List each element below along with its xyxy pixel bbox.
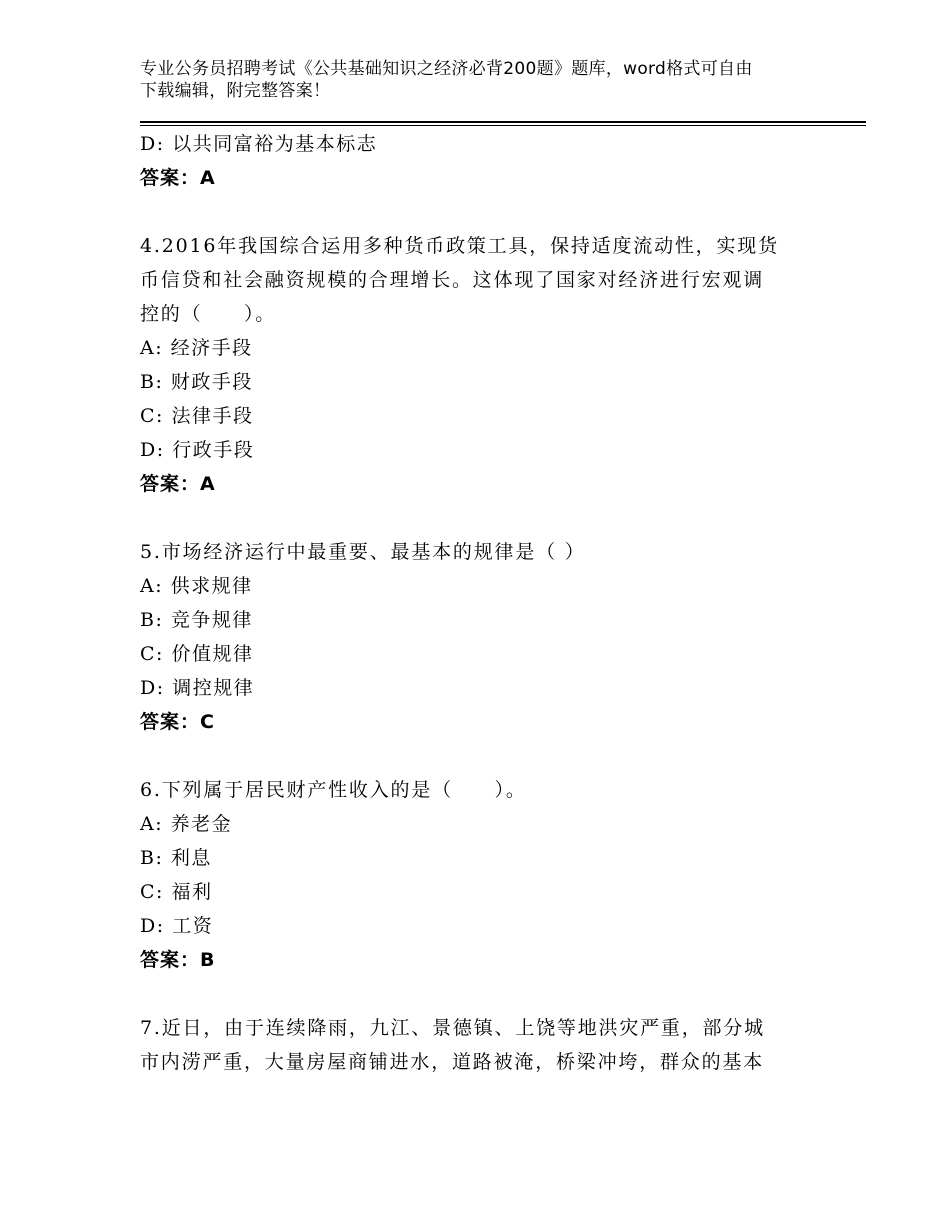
option-a xyxy=(140,569,800,603)
question-text-line: 5.市场经济运行中最重要、最基本的规律是（ ） xyxy=(140,541,586,563)
option-key: D: xyxy=(140,439,165,461)
question-text-line: 7.近日，由于连续降雨，九江、景德镇、上饶等地洪灾严重，部分城 xyxy=(140,1017,765,1039)
spacer xyxy=(140,977,800,1011)
option-text: 以共同富裕为基本标志 xyxy=(172,133,378,155)
option-d xyxy=(140,909,800,943)
question-7 xyxy=(140,1011,800,1079)
question-text-line: 6.下列属于居民财产性收入的是（ ）。 xyxy=(140,779,527,801)
question-text-line: 币信贷和社会融资规模的合理增长。这体现了国家对经济进行宏观调 xyxy=(140,269,765,291)
option-a xyxy=(140,331,800,365)
option-key: C: xyxy=(140,881,164,903)
option-text: 工资 xyxy=(172,915,214,937)
header-line-1: 专业公务员招聘考试《公共基础知识之经济必背200题》题库，word格式可自由 xyxy=(140,59,753,79)
option-text: 竞争规律 xyxy=(170,609,253,631)
spacer xyxy=(140,195,800,229)
question-5 xyxy=(140,535,800,739)
option-text: 行政手段 xyxy=(172,439,255,461)
option-key: B: xyxy=(140,609,164,631)
option-key: B: xyxy=(140,371,164,393)
option-a xyxy=(140,807,800,841)
question-text-line: 控的（ ）。 xyxy=(140,303,277,325)
option-text: 法律手段 xyxy=(171,405,254,427)
page-header xyxy=(140,58,820,102)
option-c xyxy=(140,875,800,909)
question-text-line: 市内涝严重，大量房屋商铺进水，道路被淹，桥梁冲垮，群众的基本 xyxy=(140,1051,765,1073)
question-3-tail xyxy=(140,127,800,195)
answer-line: 答案：A xyxy=(140,473,216,495)
option-b xyxy=(140,365,800,399)
option-text: 经济手段 xyxy=(170,337,253,359)
document-body xyxy=(140,127,800,1079)
header-line-2: 下载编辑，附完整答案！ xyxy=(140,81,331,101)
answer-line: 答案：B xyxy=(140,949,216,971)
option-text: 养老金 xyxy=(170,813,233,835)
header-divider-thin xyxy=(140,125,866,126)
option-key: D: xyxy=(140,677,165,699)
option-text: 价值规律 xyxy=(171,643,254,665)
option-d xyxy=(140,433,800,467)
option-b xyxy=(140,603,800,637)
option-key: A: xyxy=(140,813,164,835)
option-key: B: xyxy=(140,847,164,869)
option-b xyxy=(140,841,800,875)
header-divider-thick xyxy=(140,121,866,123)
spacer xyxy=(140,501,800,535)
option-text: 供求规律 xyxy=(170,575,253,597)
option-key: A: xyxy=(140,575,164,597)
option-key: D: xyxy=(140,133,165,155)
option-text: 利息 xyxy=(170,847,212,869)
option-text: 财政手段 xyxy=(170,371,253,393)
option-key: C: xyxy=(140,643,164,665)
question-4 xyxy=(140,229,800,501)
option-c xyxy=(140,637,800,671)
answer-line: 答案：C xyxy=(140,711,215,733)
answer-line: 答案：A xyxy=(140,167,216,189)
option-key: A: xyxy=(140,337,164,359)
option-d xyxy=(140,671,800,705)
option-c xyxy=(140,399,800,433)
option-text: 福利 xyxy=(171,881,213,903)
option-d xyxy=(140,127,800,161)
question-6 xyxy=(140,773,800,977)
option-text: 调控规律 xyxy=(172,677,255,699)
option-key: D: xyxy=(140,915,165,937)
spacer xyxy=(140,739,800,773)
option-key: C: xyxy=(140,405,164,427)
question-text-line: 4.2016年我国综合运用多种货币政策工具，保持适度流动性，实现货 xyxy=(140,235,779,257)
